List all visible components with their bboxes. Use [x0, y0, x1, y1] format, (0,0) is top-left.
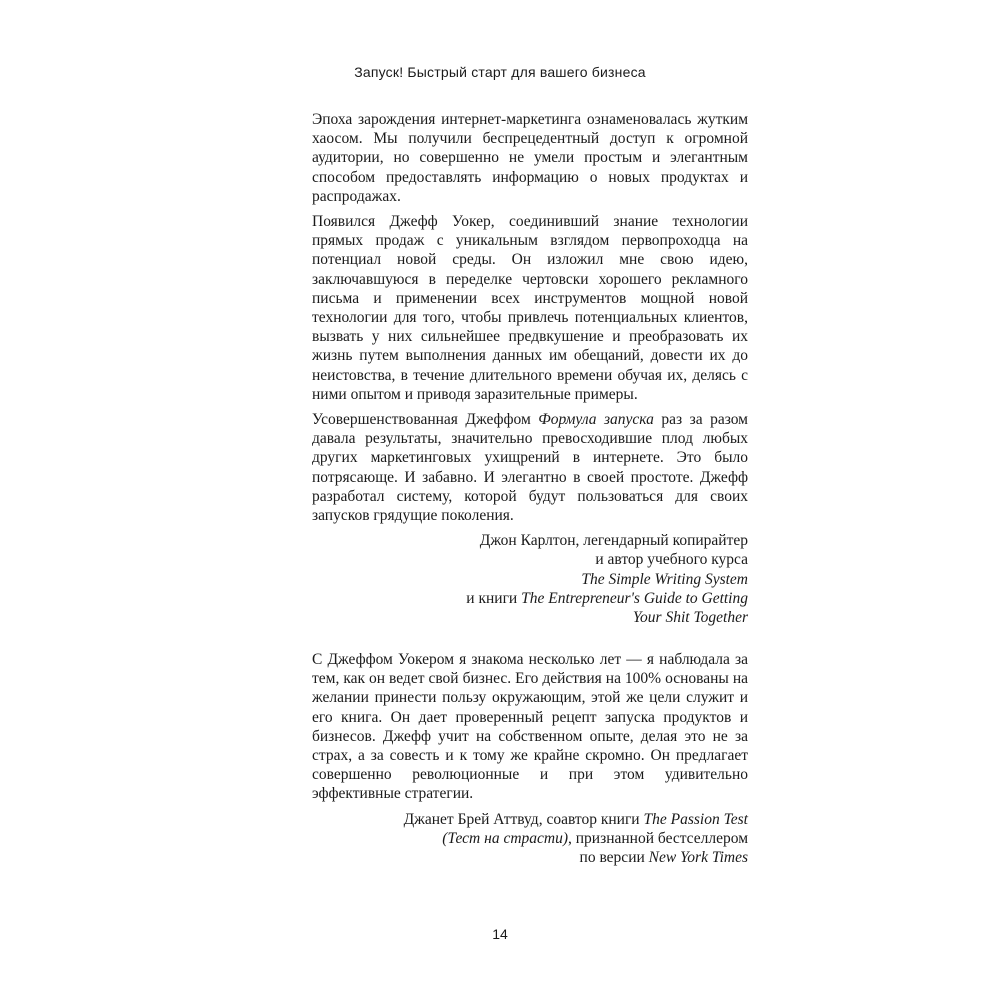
running-header: Запуск! Быстрый старт для вашего бизнеса: [354, 64, 646, 80]
book-title: The Passion Test: [643, 810, 748, 828]
attribution-line: [312, 608, 748, 627]
attribution-line: [312, 810, 748, 829]
course-title: The Simple Writing System: [581, 570, 748, 588]
page-number: 14: [492, 926, 508, 942]
paragraph: Появился Джефф Уокер, соединивший знание технологии прямых продаж с уникальным взглядом первопроходца на потенциал новой среды. Он изложил мне свою идею, заключавшуюся в переделке чертовски хорошего рекламного письма и применении всех инструментов мощной новой технологии для того, чтобы привлечь потенциальных клиентов, вызвать у них сильнейшее предвкушение и преобразовать их жизнь путем выполнения данных им обещаний, довести их до неистовства, в течение длительного времени обучая их, делясь с ними опытом и приводя заразительные примеры.: [312, 213, 748, 403]
attribution-line: [312, 589, 748, 608]
attribution-text: и книги: [466, 589, 522, 607]
book-title-translation: (Тест на страсти): [442, 829, 568, 847]
paragraph-text: раз за разом давала результаты, значительно превосходившие плод любых других маркетинговых ухищрений в интернете. Это было потрясающе. И забавно. И элегантно в своей простоте. Джефф разработал систему, которой будут пользоваться для своих запусков грядущие поколения.: [312, 411, 748, 525]
attribution-text: Джанет Брей Аттвуд, соавтор книги: [403, 810, 644, 828]
book-title-continued: Your Shit Together: [632, 609, 748, 627]
publication-name: New York Times: [648, 849, 748, 867]
paragraph-text: Усовершенствованная Джеффом: [312, 411, 539, 429]
testimonial-carlton: [312, 110, 748, 627]
attribution-line: Джон Карлтон, легендарный копирайтер: [479, 532, 748, 550]
attribution-line: и автор учебного курса: [595, 551, 748, 569]
paragraph: Эпоха зарождения интернет-маркетинга ознаменовалась жутким хаосом. Мы получили беспрецедентный доступ к огромной аудитории, но совершенно не умели простым и элегантным способом предоставлять информацию о новых продуктах и распродажах.: [312, 111, 748, 205]
attribution: [312, 531, 748, 627]
book-title-italic: Формула запуска: [538, 411, 654, 429]
book-title: The Entrepreneur's Guide to Getting: [521, 589, 748, 607]
attribution-line: [312, 570, 748, 589]
attribution-line: [312, 829, 748, 848]
testimonial-attwood: [312, 650, 748, 867]
paragraph: С Джеффом Уокером я знакома несколько лет — я наблюдала за тем, как он ведет свой бизнес. Его действия на 100% основаны на желании принести пользу окружающим, этой же цели служит и его книга. Он дает проверенный рецепт запуска продуктов и бизнесов. Джефф учит на собственном опыте, делая это не за страх, а за совесть и к тому же крайне скромно. Он предлагает совершенно революционные и при этом удивительно эффективные стратегии.: [312, 651, 748, 803]
attribution-text: , признанной бестселлером: [568, 829, 748, 847]
paragraph: [312, 410, 748, 525]
attribution-line: [312, 848, 748, 867]
attribution-text: по версии: [579, 849, 649, 867]
attribution: [312, 810, 748, 868]
